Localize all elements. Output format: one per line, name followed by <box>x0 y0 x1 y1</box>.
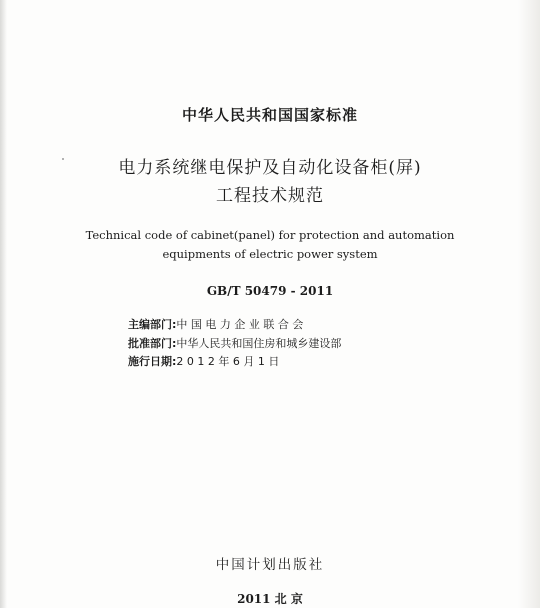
meta-value: 中华人民共和国住房和城乡建设部 <box>176 336 342 350</box>
meta-row-effective-date <box>128 353 341 372</box>
title-english-line-1: Technical code of cabinet(panel) for protection and automation <box>85 228 455 242</box>
publisher-name: 中国计划出版社 <box>215 557 325 573</box>
page-left-edge-shadow <box>0 0 7 608</box>
title-english-line-2: equipments of electric power system <box>162 247 378 261</box>
meta-value: 中 国 电 力 企 业 联 合 会 <box>176 318 304 331</box>
title-chinese-line-1: 电力系统继电保护及自动化设备柜(屏) <box>118 158 422 178</box>
standard-code: GB/T 50479 - 2011 <box>206 284 334 298</box>
meta-row-editor <box>128 316 341 335</box>
title-english <box>0 226 540 264</box>
meta-label: 主编部门: <box>128 318 177 331</box>
meta-label: 施行日期: <box>128 355 177 368</box>
title-chinese-line-2: 工程技术规范 <box>216 186 324 206</box>
footer-year-place: 2011 北 京 <box>237 592 303 606</box>
meta-value: 2 0 1 2 年 6 月 1 日 <box>176 355 280 368</box>
meta-label: 批准部门: <box>128 336 177 350</box>
page-right-edge-shadow <box>518 0 540 608</box>
meta-row-approver <box>128 335 341 354</box>
title-chinese <box>0 154 540 210</box>
standard-name: 中华人民共和国国家标准 <box>181 106 358 124</box>
publication-meta <box>128 316 341 372</box>
